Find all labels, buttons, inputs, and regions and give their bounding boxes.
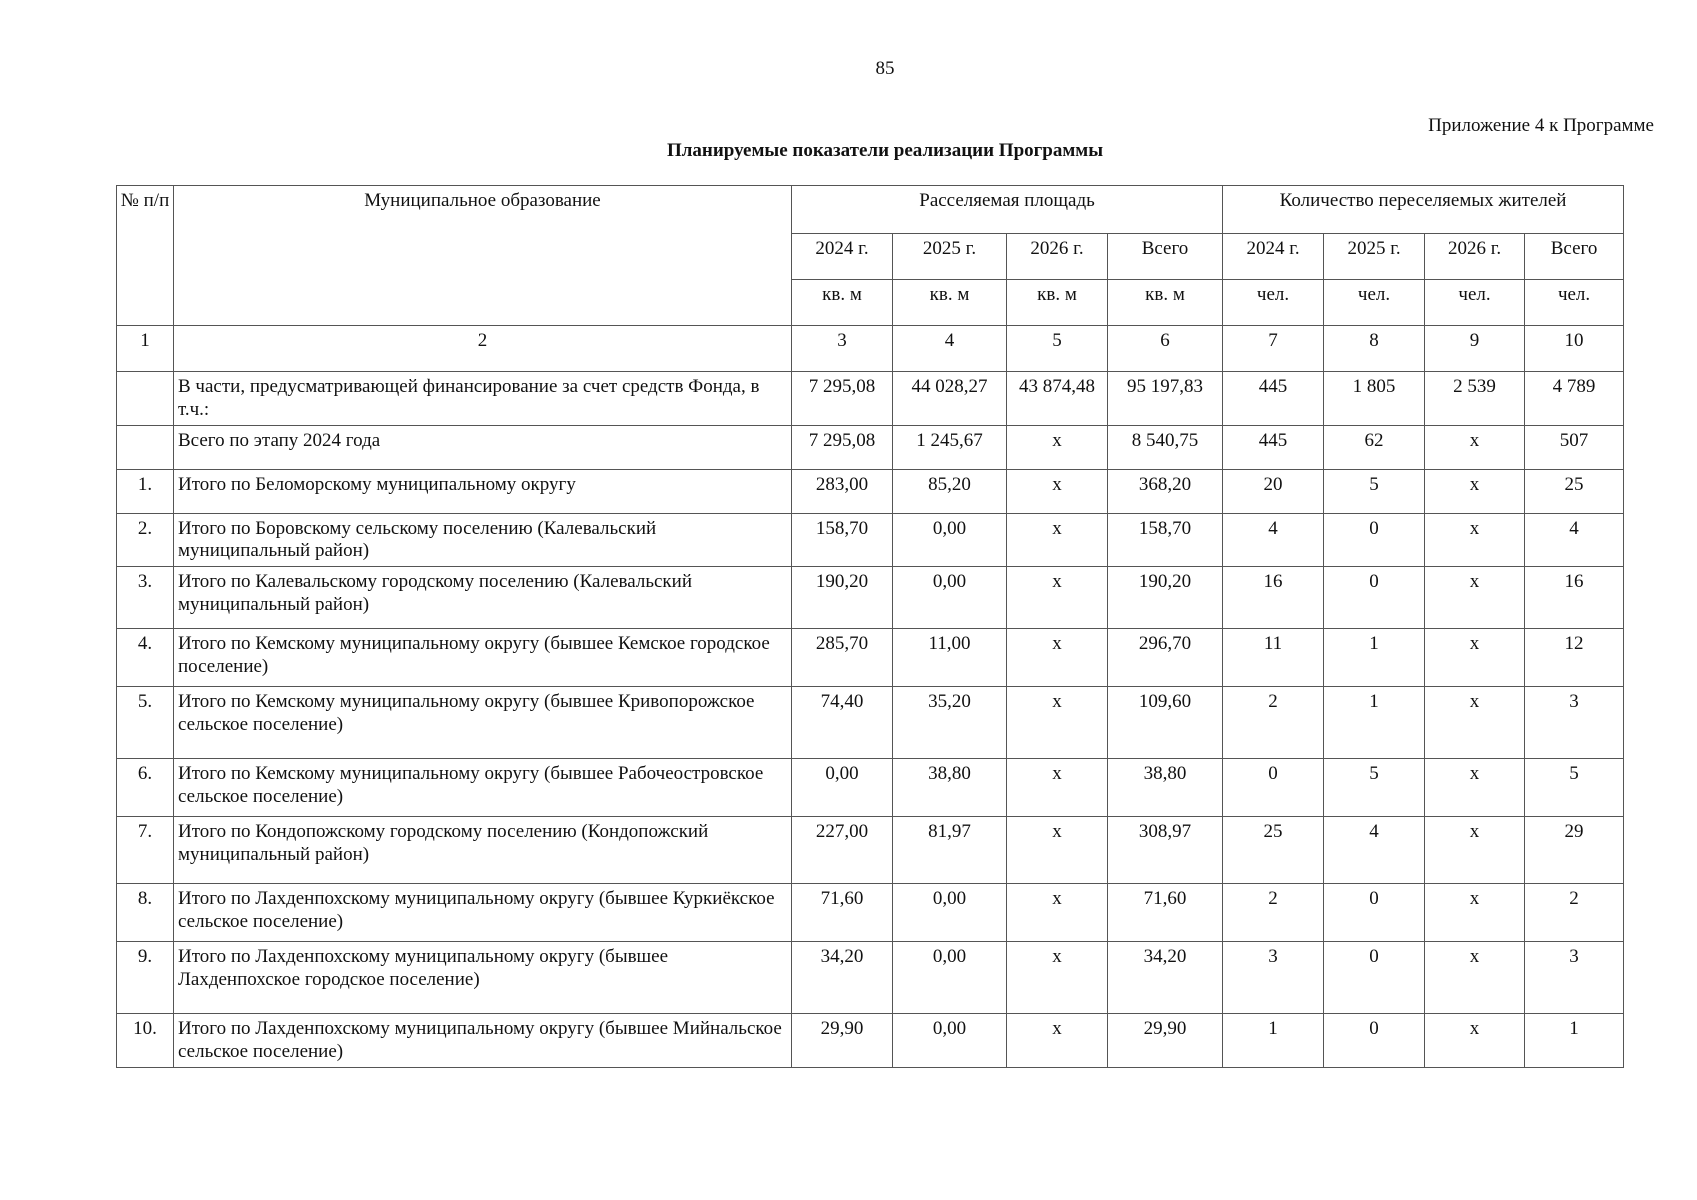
area-value: 95 197,83 (1108, 372, 1223, 426)
residents-value: 0 (1324, 942, 1425, 1014)
residents-value: 4 (1525, 513, 1624, 567)
area-value: 71,60 (1108, 884, 1223, 942)
residents-value: 16 (1223, 567, 1324, 629)
column-number-row (117, 326, 1624, 372)
municipality-name: Итого по Боровскому сельскому поселению (Калевальский муниципальный район) (174, 513, 792, 567)
area-value: 368,20 (1108, 469, 1223, 513)
header-unit: чел. (1324, 280, 1425, 326)
residents-value: 1 (1324, 687, 1425, 759)
area-value: 285,70 (792, 629, 893, 687)
residents-value: 445 (1223, 425, 1324, 469)
row-number (117, 372, 174, 426)
row-number (117, 425, 174, 469)
residents-value: 445 (1223, 372, 1324, 426)
residents-value: 0 (1324, 567, 1425, 629)
area-value: х (1007, 884, 1108, 942)
header-unit: чел. (1223, 280, 1324, 326)
residents-value: 0 (1324, 513, 1425, 567)
residents-value: 0 (1223, 759, 1324, 817)
header-year: 2024 г. (1223, 234, 1324, 280)
area-value: 109,60 (1108, 687, 1223, 759)
table-row (117, 567, 1624, 629)
column-number: 4 (893, 326, 1007, 372)
row-number: 9. (117, 942, 174, 1014)
municipality-name: Итого по Лахденпохскому муниципальному округу (бывшее Куркиёкское сельское поселение) (174, 884, 792, 942)
municipality-name: В части, предусматривающей финансирование за счет средств Фонда, в т.ч.: (174, 372, 792, 426)
area-value: 38,80 (1108, 759, 1223, 817)
column-number: 8 (1324, 326, 1425, 372)
row-number: 2. (117, 513, 174, 567)
residents-value: 5 (1525, 759, 1624, 817)
page-number: 85 (875, 58, 895, 79)
column-number: 5 (1007, 326, 1108, 372)
area-value: х (1007, 469, 1108, 513)
header-year: 2025 г. (1324, 234, 1425, 280)
area-value: х (1007, 513, 1108, 567)
area-value: 1 245,67 (893, 425, 1007, 469)
residents-value: х (1425, 687, 1525, 759)
table-row (117, 817, 1624, 884)
residents-value: 3 (1223, 942, 1324, 1014)
municipality-name: Итого по Кемскому муниципальному округу (бывшее Кривопорожское сельское поселение) (174, 687, 792, 759)
residents-value: 29 (1525, 817, 1624, 884)
municipality-name: Итого по Кондопожскому городскому поселению (Кондопожский муниципальный район) (174, 817, 792, 884)
area-value: 0,00 (893, 884, 1007, 942)
municipality-name: Итого по Лахденпохскому муниципальному округу (бывшее Лахденпохское городское поселение) (174, 942, 792, 1014)
residents-value: х (1425, 1014, 1525, 1068)
area-value: х (1007, 425, 1108, 469)
header-residents-group: Количество переселяемых жителей (1223, 186, 1624, 234)
area-value: 308,97 (1108, 817, 1223, 884)
header-unit: чел. (1525, 280, 1624, 326)
header-num: № п/п (117, 186, 174, 326)
area-value: 7 295,08 (792, 425, 893, 469)
residents-value: х (1425, 469, 1525, 513)
header-year: 2026 г. (1425, 234, 1525, 280)
residents-value: 1 (1324, 629, 1425, 687)
area-value: х (1007, 567, 1108, 629)
area-value: 74,40 (792, 687, 893, 759)
column-number: 7 (1223, 326, 1324, 372)
area-value: 158,70 (792, 513, 893, 567)
area-value: 29,90 (792, 1014, 893, 1068)
area-value: 7 295,08 (792, 372, 893, 426)
table-row (117, 942, 1624, 1014)
residents-value: 4 (1324, 817, 1425, 884)
residents-value: х (1425, 425, 1525, 469)
area-value: 85,20 (893, 469, 1007, 513)
area-value: 34,20 (1108, 942, 1223, 1014)
header-year: Всего (1108, 234, 1223, 280)
table-row (117, 469, 1624, 513)
residents-value: 2 (1223, 884, 1324, 942)
row-number: 4. (117, 629, 174, 687)
area-value: х (1007, 817, 1108, 884)
area-value: 283,00 (792, 469, 893, 513)
residents-value: 16 (1525, 567, 1624, 629)
header-unit: чел. (1425, 280, 1525, 326)
header-year: 2026 г. (1007, 234, 1108, 280)
municipality-name: Итого по Лахденпохскому муниципальному округу (бывшее Мийнальское сельское поселение) (174, 1014, 792, 1068)
area-value: 227,00 (792, 817, 893, 884)
residents-value: х (1425, 942, 1525, 1014)
residents-value: 2 (1223, 687, 1324, 759)
municipality-name: Итого по Кемскому муниципальному округу (бывшее Рабочеостровское сельское поселение) (174, 759, 792, 817)
residents-value: х (1425, 629, 1525, 687)
residents-value: 1 805 (1324, 372, 1425, 426)
header-row-groups (117, 186, 1624, 234)
residents-value: 1 (1223, 1014, 1324, 1068)
header-unit: кв. м (893, 280, 1007, 326)
residents-value: 2 (1525, 884, 1624, 942)
area-value: 35,20 (893, 687, 1007, 759)
residents-value: 11 (1223, 629, 1324, 687)
area-value: 0,00 (893, 1014, 1007, 1068)
column-number: 2 (174, 326, 792, 372)
row-number: 7. (117, 817, 174, 884)
header-year: 2024 г. (792, 234, 893, 280)
header-year: Всего (1525, 234, 1624, 280)
area-value: 190,20 (792, 567, 893, 629)
column-number: 9 (1425, 326, 1525, 372)
table-row (117, 629, 1624, 687)
table-row (117, 513, 1624, 567)
header-unit: кв. м (1007, 280, 1108, 326)
area-value: х (1007, 942, 1108, 1014)
residents-value: 20 (1223, 469, 1324, 513)
area-value: 0,00 (893, 513, 1007, 567)
row-number: 10. (117, 1014, 174, 1068)
header-unit: кв. м (1108, 280, 1223, 326)
table-row (117, 372, 1624, 426)
indicators-table (116, 185, 1624, 1068)
column-number: 6 (1108, 326, 1223, 372)
residents-value: 0 (1324, 884, 1425, 942)
table-row (117, 759, 1624, 817)
table-row (117, 687, 1624, 759)
header-area-group: Расселяемая площадь (792, 186, 1223, 234)
area-value: 38,80 (893, 759, 1007, 817)
area-value: 158,70 (1108, 513, 1223, 567)
area-value: 0,00 (893, 567, 1007, 629)
residents-value: 2 539 (1425, 372, 1525, 426)
column-number: 3 (792, 326, 893, 372)
row-number: 8. (117, 884, 174, 942)
residents-value: 5 (1324, 469, 1425, 513)
residents-value: 62 (1324, 425, 1425, 469)
row-number: 5. (117, 687, 174, 759)
residents-value: х (1425, 817, 1525, 884)
column-number: 10 (1525, 326, 1624, 372)
appendix-label: Приложение 4 к Программе (1428, 115, 1654, 136)
residents-value: 25 (1223, 817, 1324, 884)
area-value: 71,60 (792, 884, 893, 942)
area-value: х (1007, 687, 1108, 759)
header-year: 2025 г. (893, 234, 1007, 280)
table-row (117, 1014, 1624, 1068)
residents-value: 1 (1525, 1014, 1624, 1068)
residents-value: 4 789 (1525, 372, 1624, 426)
municipality-name: Итого по Беломорскому муниципальному округу (174, 469, 792, 513)
area-value: х (1007, 1014, 1108, 1068)
area-value: 44 028,27 (893, 372, 1007, 426)
residents-value: 3 (1525, 942, 1624, 1014)
residents-value: 4 (1223, 513, 1324, 567)
area-value: 81,97 (893, 817, 1007, 884)
area-value: 0,00 (893, 942, 1007, 1014)
municipality-name: Итого по Кемскому муниципальному округу (бывшее Кемское городское поселение) (174, 629, 792, 687)
residents-value: 12 (1525, 629, 1624, 687)
area-value: х (1007, 759, 1108, 817)
residents-value: х (1425, 513, 1525, 567)
residents-value: 5 (1324, 759, 1425, 817)
residents-value: х (1425, 567, 1525, 629)
area-value: 34,20 (792, 942, 893, 1014)
area-value: 29,90 (1108, 1014, 1223, 1068)
document-title: Планируемые показатели реализации Программы (666, 140, 1104, 161)
residents-value: х (1425, 884, 1525, 942)
residents-value: 25 (1525, 469, 1624, 513)
area-value: 0,00 (792, 759, 893, 817)
row-number: 1. (117, 469, 174, 513)
area-value: 296,70 (1108, 629, 1223, 687)
header-municipality: Муниципальное образование (174, 186, 792, 326)
table-row (117, 884, 1624, 942)
header-unit: кв. м (792, 280, 893, 326)
column-number: 1 (117, 326, 174, 372)
row-number: 3. (117, 567, 174, 629)
residents-value: 0 (1324, 1014, 1425, 1068)
row-number: 6. (117, 759, 174, 817)
area-value: 8 540,75 (1108, 425, 1223, 469)
area-value: 11,00 (893, 629, 1007, 687)
residents-value: 507 (1525, 425, 1624, 469)
area-value: 190,20 (1108, 567, 1223, 629)
residents-value: 3 (1525, 687, 1624, 759)
area-value: х (1007, 629, 1108, 687)
municipality-name: Всего по этапу 2024 года (174, 425, 792, 469)
table-row (117, 425, 1624, 469)
area-value: 43 874,48 (1007, 372, 1108, 426)
residents-value: х (1425, 759, 1525, 817)
municipality-name: Итого по Калевальскому городскому поселению (Калевальский муниципальный район) (174, 567, 792, 629)
